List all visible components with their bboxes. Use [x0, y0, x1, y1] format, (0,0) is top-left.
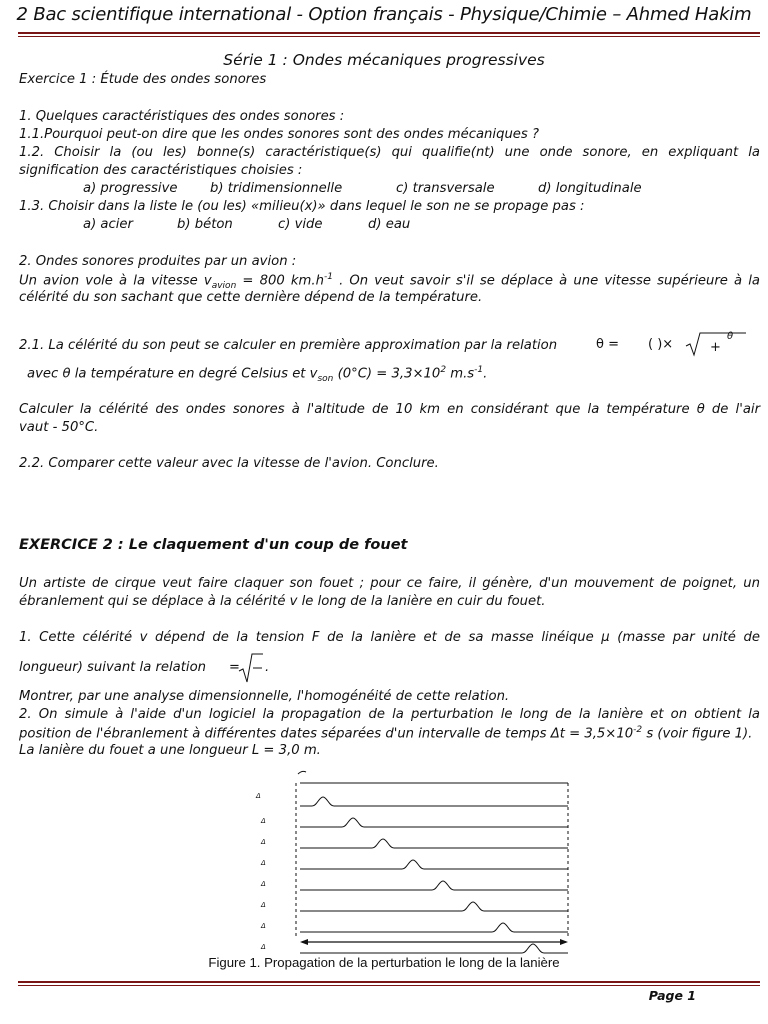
ex2-q1-line1: 1. Cette célérité v dépend de la tension F de la lanière et de sa masse linéique μ (masse par unité de: [19, 630, 760, 645]
ex1-q21-line4: vaut - 50°C.: [19, 420, 99, 435]
row-marker-2: Δ: [261, 817, 266, 825]
ex1-q11: 1.1.Pourquoi peut-on dire que les ondes sonores sont des ondes mécaniques ?: [19, 127, 539, 142]
ex1-q21-line2: avec θ la température en degré Celsius et $v_{son}$ $(0^\circ C) = 3,3\times 10^2$ $m.s^{-1}$.: [27, 365, 488, 385]
ex1-q12-line1: 1.2. Choisir la (ou les) bonne(s) caractéristique(s) qui qualifie(nt) une onde sonore, en expliquant la: [19, 145, 760, 160]
ex1-q12-opt-b: b) tridimensionnelle: [210, 181, 343, 196]
header-rule: [18, 32, 760, 34]
whip-snapshot-7: [300, 923, 568, 932]
row-marker-8: Δ: [261, 943, 266, 951]
ex2-q1-formula-eq: =: [229, 660, 240, 675]
ex1-q21-formula-lhs: θ =: [596, 337, 619, 352]
ex1-q13-opt-c: c) vide: [278, 217, 323, 232]
ex1-q22: 2.2. Comparer cette valeur avec la vitesse de l'avion. Conclure.: [19, 456, 439, 471]
ex2-q1-sqrt-symbol: [238, 652, 264, 686]
footer-rule: [18, 981, 760, 983]
ex1-q21-formula-plus: +: [710, 340, 721, 355]
ex2-q2-line3: La lanière du fouet a une longueur L = 3,0 m.: [19, 743, 321, 758]
row-marker-3: Δ: [261, 838, 266, 846]
row-marker-1: Δ: [256, 792, 261, 800]
row-marker-5: Δ: [261, 880, 266, 888]
page-number: Page 1: [648, 988, 696, 1003]
length-arrow-right-head: [560, 939, 568, 945]
ex1-q21-formula-theta: θ: [727, 331, 734, 342]
ex1-part1: 1. Quelques caractéristiques des ondes sonores :: [19, 109, 345, 124]
ex2-intro-line1: Un artiste de cirque veut faire claquer son fouet ; pour ce faire, il génère, d'un mouvement de poignet, un: [19, 576, 760, 591]
figure-curl-mark: [298, 771, 306, 774]
whip-snapshot-1: [300, 797, 568, 806]
ex1-q13-opt-b: b) béton: [177, 217, 233, 232]
row-marker-4: Δ: [261, 859, 266, 867]
page-header: 2 Bac scientifique international - Option français - Physique/Chimie – Ahmed Hakim: [16, 4, 752, 25]
ex1-q12-line2: signification des caractéristiques choisies :: [19, 163, 303, 178]
ex1-q12-opt-d: d) longitudinale: [538, 181, 642, 196]
ex1-part2-line1: Un avion vole à la vitesse $v_{avion} = 800$ $km.h^{-1}$ . On veut savoir s'il se déplace à une vitesse supérieure à la: [19, 272, 760, 292]
ex2-q1-line2: longueur) suivant la relation: [19, 660, 207, 675]
ex1-q21-formula-mid: ( )×: [648, 337, 674, 352]
ex2-q2-line1: 2. On simule à l'aide d'un logiciel la propagation de la perturbation le long de la lanière et on obtient la: [19, 707, 760, 722]
whip-snapshot-4: [300, 860, 568, 869]
length-arrow-left-head: [300, 939, 308, 945]
ex1-q12-opt-c: c) transversale: [396, 181, 495, 196]
ex1-q13: 1.3. Choisir dans la liste le (ou les) «milieu(x)» dans lequel le son ne se propage pas :: [19, 199, 585, 214]
ex1-q21: 2.1. La célérité du son peut se calculer en première approximation par la relation: [19, 338, 558, 353]
whip-snapshot-2: [300, 818, 568, 827]
ex1-q13-opt-d: d) eau: [368, 217, 411, 232]
header-rule-thin: [18, 36, 760, 37]
ex2-q1-formula-end: .: [265, 660, 270, 675]
whip-snapshot-8: [300, 944, 568, 953]
footer-rule-thin: [18, 985, 760, 986]
ex1-q21-line3: Calculer la célérité des ondes sonores à l'altitude de 10 km en considérant que la température θ de l'air: [19, 402, 760, 417]
ex1-heading: Exercice 1 : Étude des ondes sonores: [19, 72, 267, 87]
ex1-q12-opt-a: a) progressive: [83, 181, 178, 196]
ex1-part2-line2: célérité du son sachant que cette dernière dépend de la température.: [19, 290, 483, 305]
ex2-intro-line2: ébranlement qui se déplace à la célérité v le long de la lanière en cuir du fouet.: [19, 594, 546, 609]
row-marker-6: Δ: [261, 901, 266, 909]
ex2-heading: EXERCICE 2 : Le claquement d'un coup de fouet: [19, 537, 408, 553]
whip-snapshot-3: [300, 839, 568, 848]
figure-1-whip-propagation: [240, 768, 580, 954]
row-marker-7: Δ: [261, 922, 266, 930]
ex1-part2: 2. Ondes sonores produites par un avion :: [19, 254, 297, 269]
series-title: Série 1 : Ondes mécaniques progressives: [223, 51, 545, 69]
ex1-q13-opt-a: a) acier: [83, 217, 133, 232]
whip-snapshot-5: [300, 881, 568, 890]
whip-snapshot-6: [300, 902, 568, 911]
ex2-q1-line3: Montrer, par une analyse dimensionnelle, l'homogénéité de cette relation.: [19, 689, 510, 704]
ex2-q2-line2: position de l'ébranlement à différentes dates séparées d'un intervalle de temps $\Delta t = 3,5\times 10^{-2}$ s (voir figure 1).: [19, 725, 753, 742]
figure-1-caption: Figure 1. Propagation de la perturbation le long de la lanière: [208, 955, 560, 970]
